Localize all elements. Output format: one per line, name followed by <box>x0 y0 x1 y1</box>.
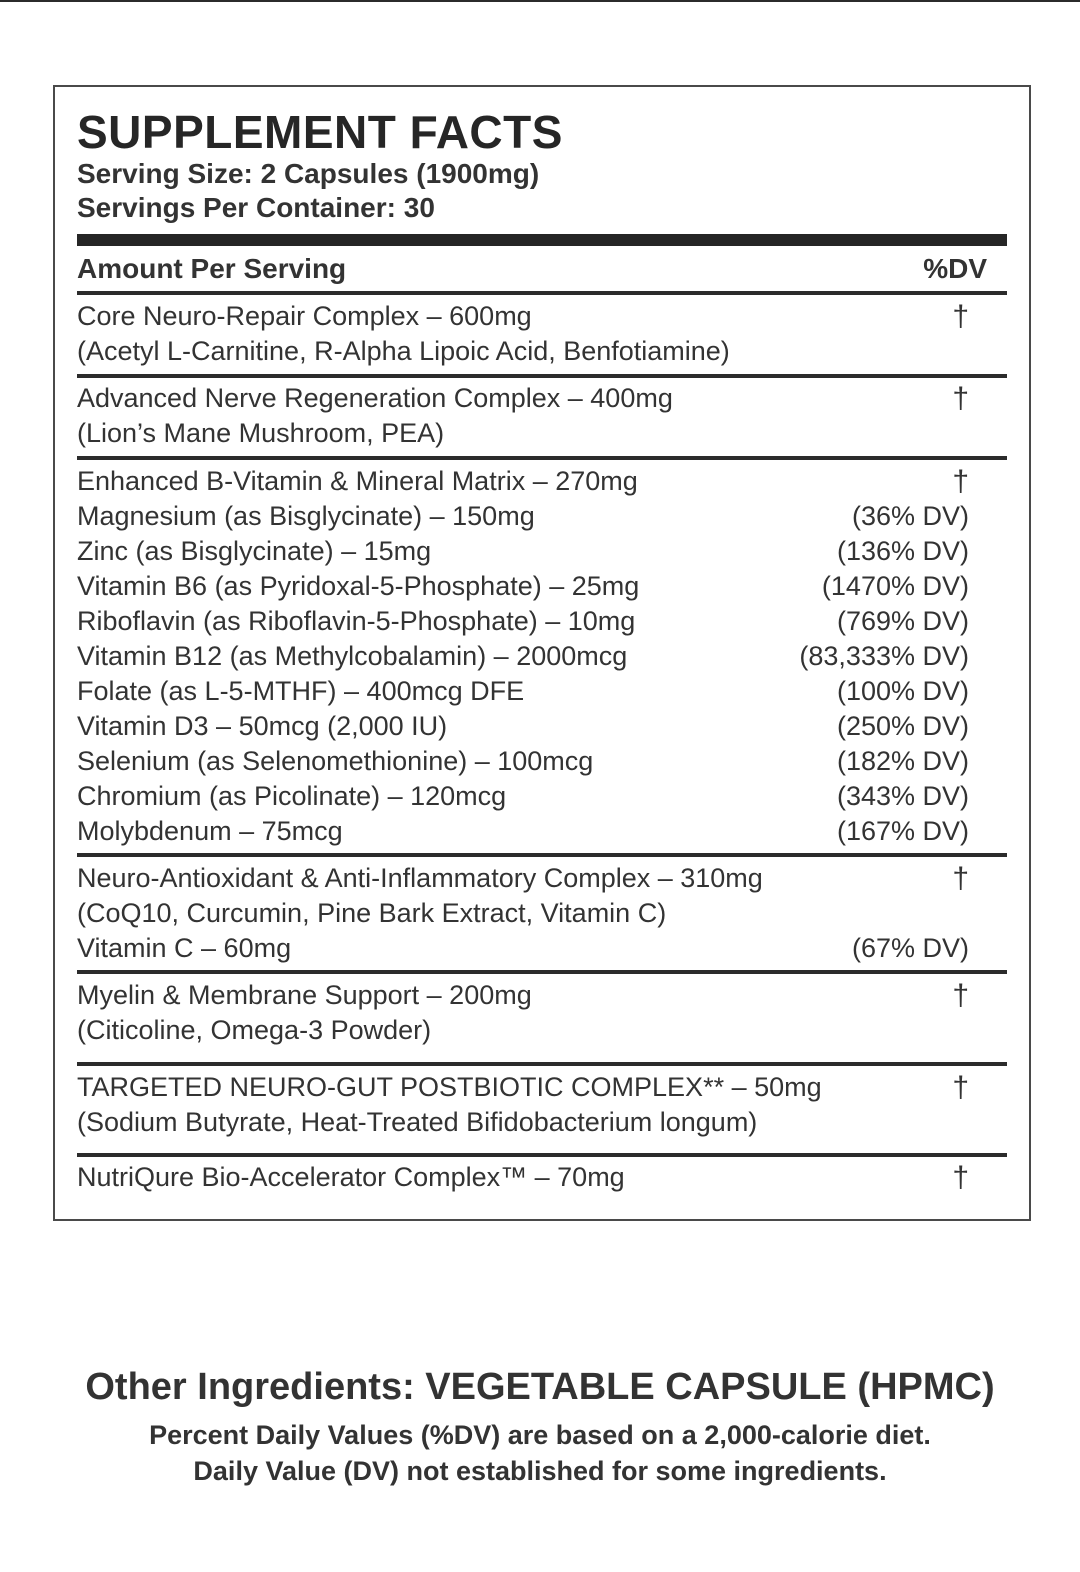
dv-value: (769% DV) <box>836 606 969 636</box>
ingredient-text: Advanced Nerve Regeneration Complex – 400mg <box>77 383 673 413</box>
table-header-row <box>77 249 1007 289</box>
dv-value <box>969 1105 1007 1140</box>
ingredient-line <box>77 861 1007 896</box>
ingredient-text: TARGETED NEURO-GUT POSTBIOTIC COMPLEX** – 50mg <box>77 1072 822 1102</box>
dv-value: (167% DV) <box>836 816 969 846</box>
ingredient-line <box>77 1070 1007 1105</box>
dv-footnote: Percent Daily Values (%DV) are based on a 2,000-calorie diet. <box>149 1420 931 1450</box>
serving-size: Serving Size: 2 Capsules (1900mg) <box>77 158 540 189</box>
ingredient-line <box>77 814 1007 849</box>
dv-not-established-note: Daily Value (DV) not established for some ingredients. <box>193 1456 887 1486</box>
ingredient-line <box>77 499 1007 534</box>
servings-per-container: Servings Per Container: 30 <box>77 192 435 223</box>
ingredient-line <box>77 464 1007 499</box>
ingredient-line <box>77 709 1007 744</box>
ingredient-text: Magnesium (as Bisglycinate) – 150mg <box>77 501 535 531</box>
divider <box>77 456 1007 460</box>
ingredient-text: Selenium (as Selenomethionine) – 100mcg <box>77 746 594 776</box>
divider <box>77 1153 1007 1157</box>
dagger-icon: † <box>952 1161 969 1194</box>
dv-value: (136% DV) <box>836 536 969 566</box>
ingredient-text: Myelin & Membrane Support – 200mg <box>77 980 532 1010</box>
divider <box>77 291 1007 295</box>
ingredient-group <box>77 1070 1007 1140</box>
dv-value <box>969 416 1007 451</box>
ingredient-text: Molybdenum – 75mcg <box>77 816 343 846</box>
divider <box>77 970 1007 974</box>
dv-value: (83,333% DV) <box>799 641 969 671</box>
ingredient-line <box>77 674 1007 709</box>
ingredient-line <box>77 381 1007 416</box>
dagger-icon: † <box>952 300 969 333</box>
ingredient-text: Vitamin B12 (as Methylcobalamin) – 2000mcg <box>77 641 628 671</box>
ingredient-line <box>77 299 1007 334</box>
ingredient-text: Enhanced B-Vitamin & Mineral Matrix – 270mg <box>77 466 638 496</box>
ingredient-text: Folate (as L-5-MTHF) – 400mcg DFE <box>77 676 525 706</box>
dv-value: (67% DV) <box>851 933 969 963</box>
dv-value <box>969 1013 1007 1048</box>
ingredient-group <box>77 464 1007 849</box>
ingredient-text: (Acetyl L-Carnitine, R-Alpha Lipoic Acid, Benfotiamine) <box>77 336 730 366</box>
ingredient-text: (Citicoline, Omega-3 Powder) <box>77 1015 432 1045</box>
ingredient-line <box>77 534 1007 569</box>
ingredient-group <box>77 299 1007 369</box>
dv-value: (250% DV) <box>836 711 969 741</box>
ingredient-line <box>77 569 1007 604</box>
dagger-icon: † <box>952 382 969 415</box>
dv-value <box>969 896 1007 931</box>
ingredient-line <box>77 931 1007 966</box>
ingredient-text: (CoQ10, Curcumin, Pine Bark Extract, Vitamin C) <box>77 898 667 928</box>
dv-value: (1470% DV) <box>821 571 969 601</box>
dagger-icon: † <box>952 465 969 498</box>
ingredient-group <box>77 861 1007 966</box>
ingredient-text: (Lion’s Mane Mushroom, PEA) <box>77 418 445 448</box>
ingredient-line <box>77 744 1007 779</box>
panel-title: SUPPLEMENT FACTS <box>77 106 563 158</box>
ingredient-text: Core Neuro-Repair Complex – 600mg <box>77 301 532 331</box>
dagger-icon: † <box>952 979 969 1012</box>
dv-value: (100% DV) <box>836 676 969 706</box>
dv-value: (343% DV) <box>836 781 969 811</box>
ingredient-text: Neuro-Antioxidant & Anti-Inflammatory Complex – 310mg <box>77 863 763 893</box>
ingredient-line <box>77 1105 1007 1140</box>
ingredient-group <box>77 381 1007 451</box>
ingredient-line <box>77 896 1007 931</box>
ingredient-line <box>77 416 1007 451</box>
dagger-icon: † <box>952 862 969 895</box>
supplement-facts-panel <box>53 85 1031 1221</box>
ingredient-line <box>77 334 1007 369</box>
ingredient-group <box>77 1160 1007 1195</box>
ingredient-text: Vitamin B6 (as Pyridoxal-5-Phosphate) – 25mg <box>77 571 640 601</box>
ingredient-text: (Sodium Butyrate, Heat-Treated Bifidobacterium longum) <box>77 1107 758 1137</box>
dv-column-label: %DV <box>923 253 987 284</box>
thick-divider <box>77 234 1007 246</box>
ingredient-line <box>77 604 1007 639</box>
top-border-line <box>0 0 1080 2</box>
divider <box>77 1062 1007 1066</box>
ingredient-line <box>77 639 1007 674</box>
other-ingredients: Other Ingredients: VEGETABLE CAPSULE (HPMC) <box>85 1366 995 1408</box>
dv-value: (36% DV) <box>851 501 969 531</box>
ingredient-line <box>77 1013 1007 1048</box>
ingredient-line <box>77 779 1007 814</box>
divider <box>77 374 1007 378</box>
ingredient-text: Vitamin C – 60mg <box>77 933 292 963</box>
ingredient-text: Zinc (as Bisglycinate) – 15mg <box>77 536 432 566</box>
ingredient-line <box>77 1160 1007 1195</box>
ingredient-text: Chromium (as Picolinate) – 120mcg <box>77 781 507 811</box>
amount-per-serving-label: Amount Per Serving <box>77 253 347 284</box>
ingredient-text: Vitamin D3 – 50mcg (2,000 IU) <box>77 711 448 741</box>
ingredient-text: NutriQure Bio-Accelerator Complex™ – 70mg <box>77 1162 625 1192</box>
divider <box>77 853 1007 857</box>
dv-value <box>969 334 1007 369</box>
dagger-icon: † <box>952 1071 969 1104</box>
ingredient-text: Riboflavin (as Riboflavin-5-Phosphate) – 10mg <box>77 606 636 636</box>
ingredient-line <box>77 978 1007 1013</box>
dv-value: (182% DV) <box>836 746 969 776</box>
serving-info <box>77 157 539 225</box>
ingredient-group <box>77 978 1007 1048</box>
